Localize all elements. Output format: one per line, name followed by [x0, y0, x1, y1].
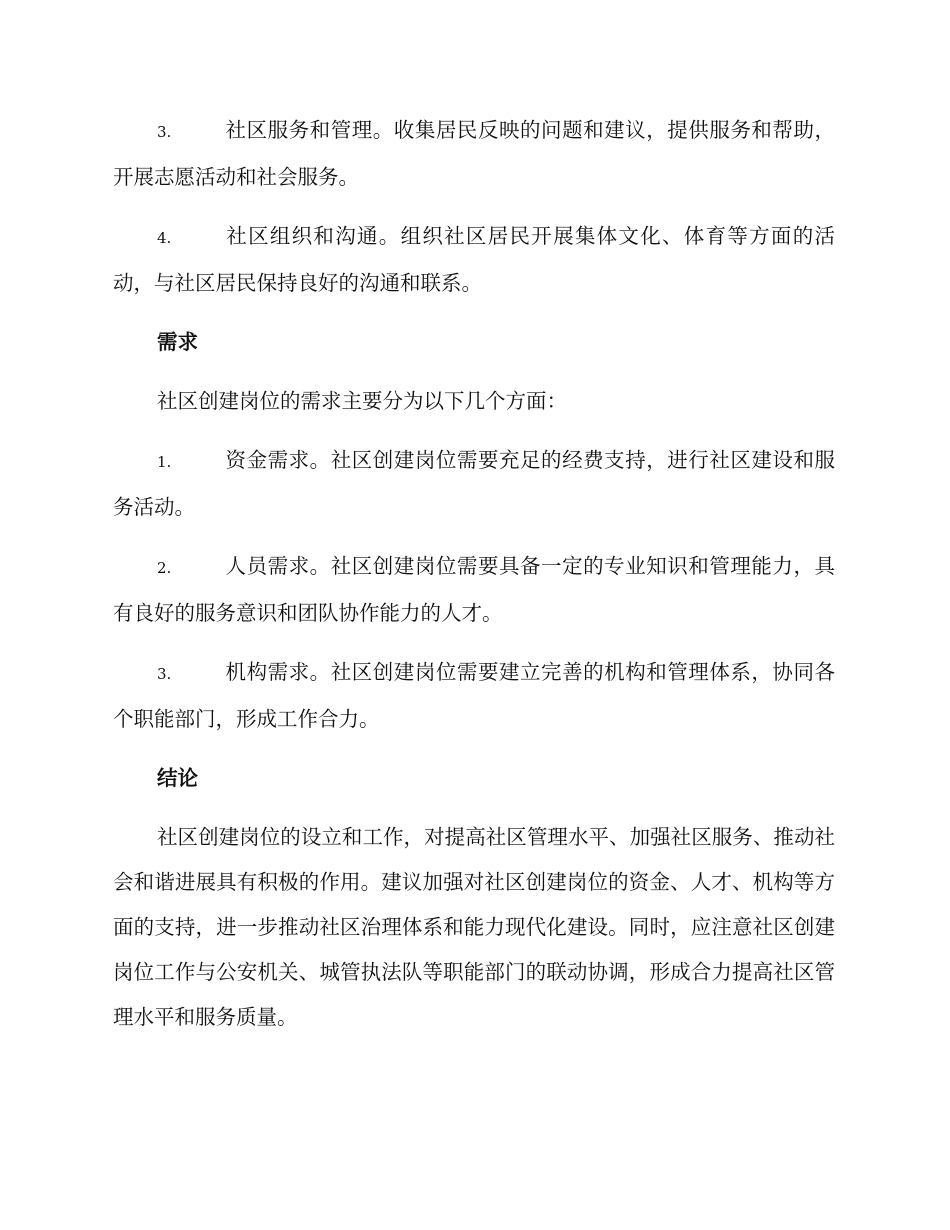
list-item-service-management — [113, 108, 835, 200]
list-item-funding — [113, 438, 835, 530]
section-heading-conclusion: 结论 — [157, 766, 198, 790]
list-number: 3. — [157, 665, 172, 683]
list-item-institution — [113, 650, 835, 742]
list-item-text: 社区服务和管理。收集居民反映的问题和建议，提供服务和帮助，开展志愿活动和社会服务。 — [113, 118, 835, 189]
list-number: 4. — [157, 229, 172, 247]
document-body — [113, 108, 835, 1054]
section-heading-requirements: 需求 — [157, 330, 198, 354]
list-item-text: 人员需求。社区创建岗位需要具备一定的专业知识和管理能力，具有良好的服务意识和团队协作能力的人才。 — [113, 554, 835, 625]
list-number: 2. — [157, 559, 172, 577]
requirements-intro-paragraph: 社区创建岗位的需求主要分为以下几个方面： — [157, 389, 567, 413]
list-item-text: 资金需求。社区创建岗位需要充足的经费支持，进行社区建设和服务活动。 — [113, 448, 835, 519]
list-item-personnel — [113, 544, 835, 636]
conclusion-paragraph: 社区创建岗位的设立和工作，对提高社区管理水平、加强社区服务、推动社会和谐进展具有积极的作用。建议加强对社区创建岗位的资金、人才、机构等方面的支持，进一步推动社区治理体系和能力现代化建设。同时，应注意社区创建岗位工作与公安机关、城管执法队等职能部门的联动协调，形成合力提高社区管理水平和服务质量。 — [113, 825, 835, 1029]
list-number: 3. — [157, 123, 172, 141]
list-item-text: 社区组织和沟通。组织社区居民开展集体文化、体育等方面的活动，与社区居民保持良好的沟通和联系。 — [113, 224, 835, 295]
list-item-text: 机构需求。社区创建岗位需要建立完善的机构和管理体系，协同各个职能部门，形成工作合力。 — [113, 660, 835, 731]
list-number: 1. — [157, 453, 172, 471]
list-item-organization-communication — [113, 214, 835, 306]
